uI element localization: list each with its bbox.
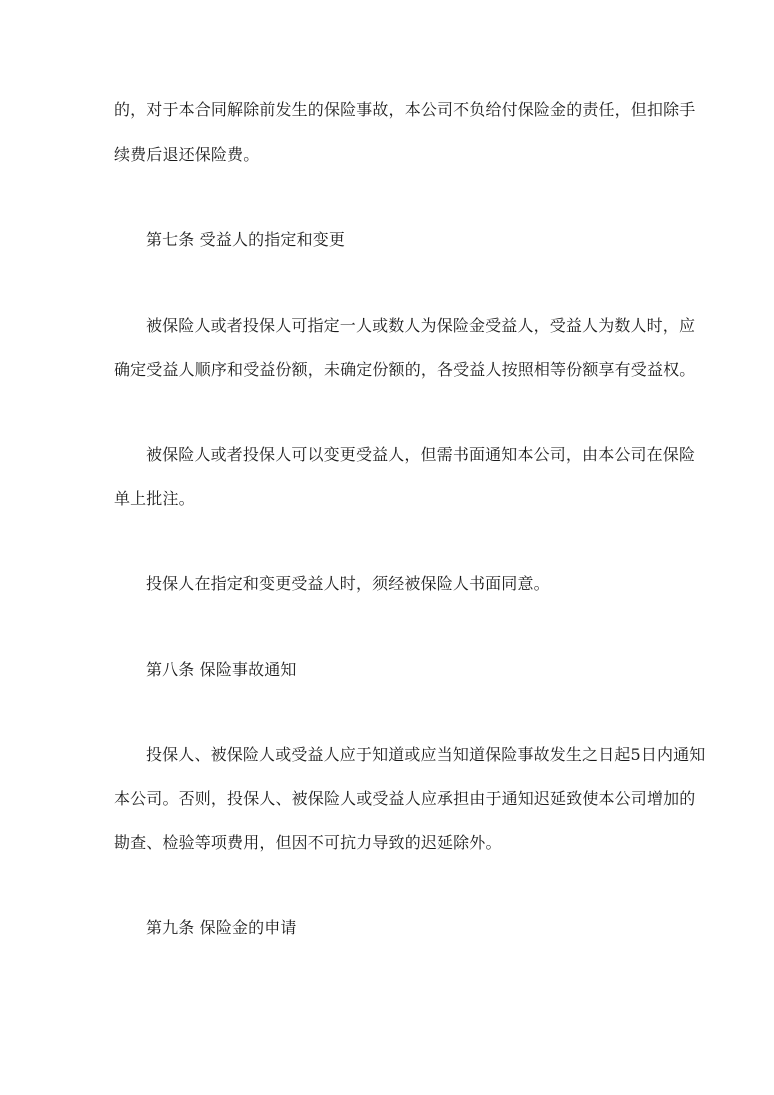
paragraph-3-line-1: 被保险人或者投保人可以变更受益人，但需书面通知本公司，由本公司在保险 bbox=[146, 445, 696, 464]
paragraph-1-line-2: 续费后退还保险费。 bbox=[114, 145, 260, 164]
paragraph-5-line-2: 本公司。否则，投保人、被保险人或受益人应承担由于通知迟延致使本公司增加的 bbox=[114, 789, 696, 808]
paragraph-2-line-2: 确定受益人顺序和受益份额，未确定份额的，各受益人按照相等份额享有受益权。 bbox=[114, 360, 696, 379]
paragraph-5-line-1: 投保人、被保险人或受益人应于知道或应当知道保险事故发生之日起5日内通知 bbox=[146, 745, 706, 764]
article-8-heading: 第八条 保险事故通知 bbox=[146, 660, 297, 679]
paragraph-2-line-1: 被保险人或者投保人可指定一人或数人为保险金受益人，受益人为数人时，应 bbox=[146, 316, 696, 335]
article-9-heading: 第九条 保险金的申请 bbox=[146, 918, 297, 937]
article-7-heading: 第七条 受益人的指定和变更 bbox=[146, 230, 346, 249]
paragraph-1-line-1: 的，对于本合同解除前发生的保险事故，本公司不负给付保险金的责任，但扣除手 bbox=[114, 100, 696, 119]
paragraph-5-line-3: 勘查、检验等项费用，但因不可抗力导致的迟延除外。 bbox=[114, 833, 502, 852]
paragraph-3-line-2: 单上批注。 bbox=[114, 489, 195, 508]
paragraph-4-line-1: 投保人在指定和变更受益人时，须经被保险人书面同意。 bbox=[146, 574, 550, 593]
